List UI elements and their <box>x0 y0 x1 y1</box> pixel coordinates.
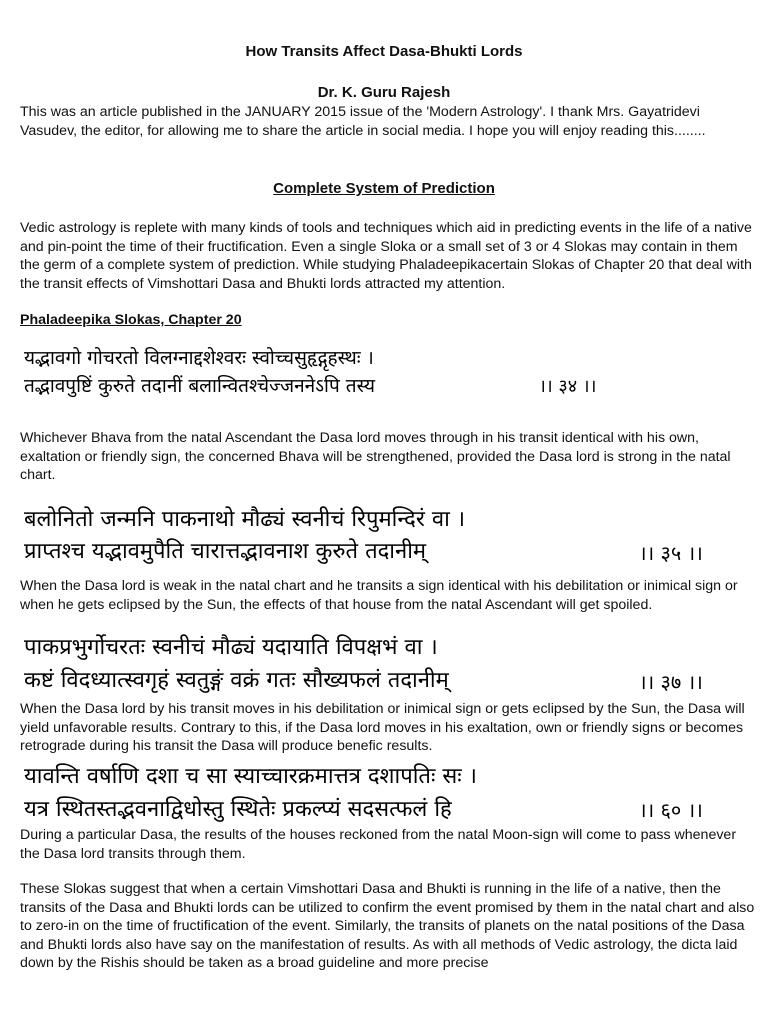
sloka-60-number: ।। ६० ।। <box>639 798 703 822</box>
sloka-34-line-1: यद्भावगो गोचरतो विलग्नाद्दशेश्वरः स्वोच्चसुहृद्गृहस्थः । <box>24 347 374 369</box>
sloka-34-number: ।। ३४ ।। <box>539 376 597 397</box>
sloka-60-line-1: यावन्ति वर्षाणि दशा च सा स्याच्चारक्रमात्तत्र दशापतिः सः । <box>24 764 478 789</box>
sloka-34-line-2: तद्भावपुष्टिं कुरुते तदानीं बलान्वितश्चेज्जननेऽपि तस्य <box>24 375 376 397</box>
intro-paragraph: This was an article published in the JANUARY 2015 issue of the 'Modern Astrology'. I thank Mrs. Gayatridevi Vasudev, the editor, for allowing me to share the article in social media. I hope you will enjoy reading this........ <box>20 104 706 139</box>
author-name: Dr. K. Guru Rajesh <box>317 84 451 101</box>
sloka-34 <box>24 344 744 404</box>
sloka-37-line-2: कष्टं विदध्यात्स्वगृहं स्वतुङ्गं वक्रं गतः सौख्यफलं तदानीम् <box>24 668 449 693</box>
explanation-35: When the Dasa lord is weak in the natal chart and he transits a sign identical with his debilitation or inimical sign or when he gets eclipsed by the Sun, the effects of that house from the natal Ascendant will get spoiled. <box>20 578 738 613</box>
explanation-37: When the Dasa lord by his transit moves in his debilitation or inimical sign or gets eclipsed by the Sun, the Dasa will yield unfavorable results. Contrary to this, if the Dasa lord moves in his exaltation, own or friendly signs or becomes retrograde during his transit the Dasa will produce benefic results. <box>20 701 745 755</box>
sloka-37-line-1: पाकप्रभुर्गोचरतः स्वनीचं मौढ्यं यदायाति विपक्षभं वा । <box>24 635 438 660</box>
section-paragraph: Vedic astrology is replete with many kinds of tools and techniques which aid in predicting events in the life of a native and pin-point the time of their fructification. Even a single Sloka or a small set of 3 or 4 Slokas may contain in them the germ of a complete system of prediction. While studying Phaladeepikacertain Slokas of Chapter 20 that deal with the transit effects of Vimshottari Dasa and Bhukti lords attracted my attention. <box>20 220 752 292</box>
explanation-60: During a particular Dasa, the results of the houses reckoned from the natal Moon-sign will come to pass whenever the Dasa lord transits through them. <box>20 827 737 862</box>
sloka-35-line-1: बलोनितो जन्मनि पाकनाथो मौढ्यं स्वनीचं रिपुमन्दिरं वा । <box>24 507 466 532</box>
sloka-60-line-2: यत्र स्थितस्तद्भवनाद्विधोस्तु स्थितेः प्रकल्प्यं सदसत्फलं हि <box>24 797 452 822</box>
sloka-37 <box>24 631 744 699</box>
closing-paragraph: These Slokas suggest that when a certain Vimshottari Dasa and Bhukti is running in the life of a native, then the transits of the Dasa and Bhukti lords can be utilized to confirm the event promised by them in the natal chart and also to zero-in on the time of fructification of the event. Similarly, the transits of planets on the natal positions of the Dasa and Bhukti lords also have say on the manifestation of results. As with all methods of Vedic astrology, the dicta laid down by the Rishis should be taken as a broad guideline and more precise <box>20 881 755 972</box>
sloka-60 <box>24 760 744 828</box>
document-title: How Transits Affect Dasa-Bhukti Lords <box>245 43 523 60</box>
sloka-37-number: ।। ३७ ।। <box>639 670 703 694</box>
section-heading: Complete System of Prediction <box>273 180 495 197</box>
sloka-35 <box>24 504 744 572</box>
slokas-heading: Phaladeepika Slokas, Chapter 20 <box>20 312 242 328</box>
sloka-35-number: ।। ३५ ।। <box>639 541 703 565</box>
sloka-35-line-2: प्राप्तश्च यद्भावमुपैति चारात्तद्भावनाश कुरुते तदानीम् <box>24 539 427 564</box>
explanation-34: Whichever Bhava from the natal Ascendant the Dasa lord moves through in his transit identical with his own, exaltation or friendly sign, the concerned Bhava will be strengthened, provided the Dasa lord is strong in the natal chart. <box>20 430 731 484</box>
